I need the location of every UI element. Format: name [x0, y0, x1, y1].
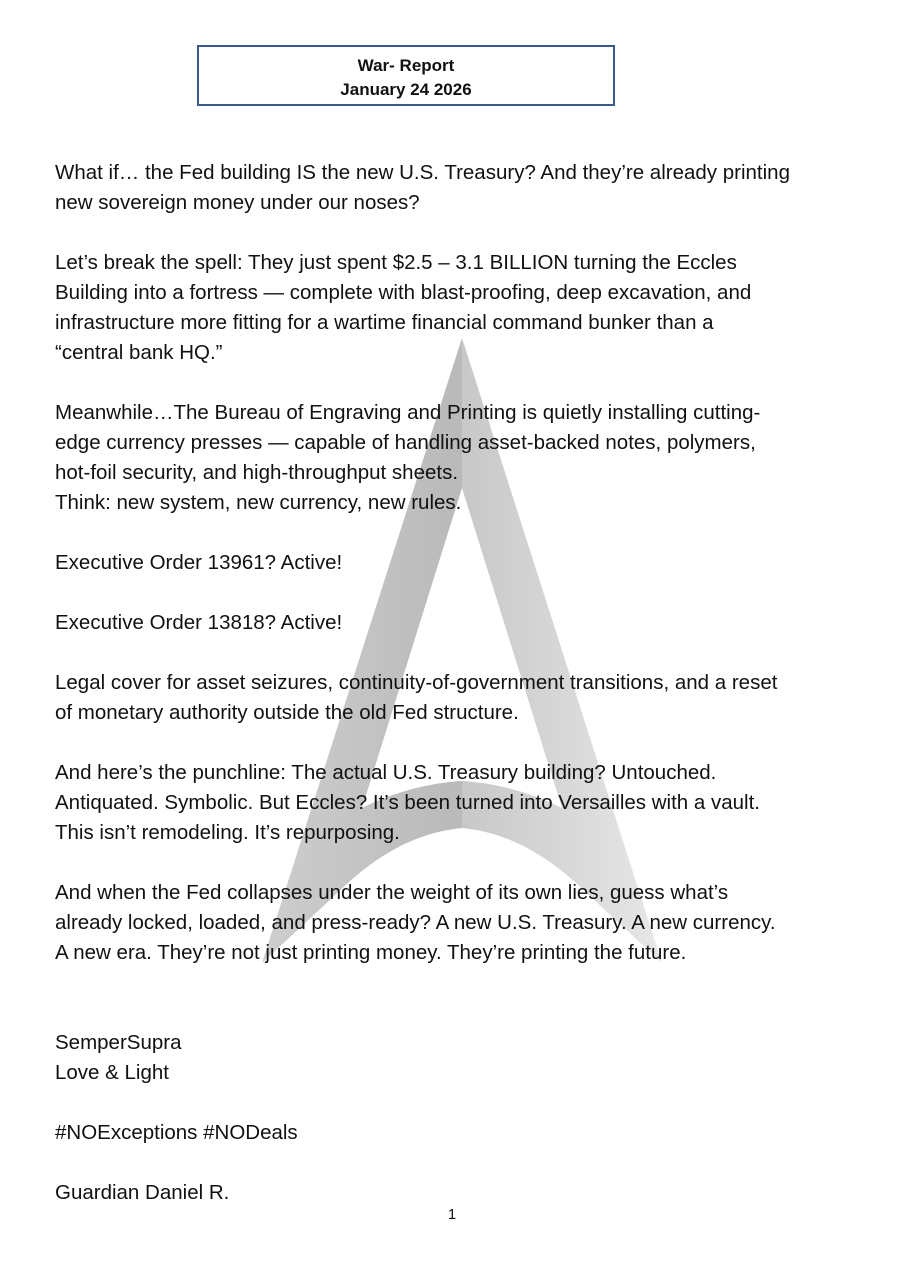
text-line: infrastructure more fitting for a wartime financial command bunker than a	[55, 311, 714, 334]
text-line: This isn’t remodeling. It’s repurposing.	[55, 821, 400, 844]
text-line: Let’s break the spell: They just spent $2.5 – 3.1 BILLION turning the Eccles	[55, 251, 737, 274]
text-line: “central bank HQ.”	[55, 341, 223, 364]
signoff	[55, 1028, 855, 1088]
text-line: new sovereign money under our noses?	[55, 191, 420, 214]
hashtags	[55, 1118, 855, 1148]
text-line: edge currency presses — capable of handling asset-backed notes, polymers,	[55, 431, 756, 454]
paragraph-1	[55, 158, 855, 218]
text-line: already locked, loaded, and press-ready? A new U.S. Treasury. A new currency.	[55, 911, 776, 934]
text-line: hot-foil security, and high-throughput sheets.	[55, 461, 459, 484]
text-line: What if… the Fed building IS the new U.S. Treasury? And they’re already printing	[55, 161, 790, 184]
report-title: War- Report	[357, 56, 455, 75]
report-header-box	[197, 45, 615, 106]
report-body	[55, 158, 855, 1208]
paragraph-5	[55, 608, 855, 638]
text-line: Building into a fortress — complete with blast-proofing, deep excavation, and	[55, 281, 752, 304]
text-line: A new era. They’re not just printing money. They’re printing the future.	[55, 941, 687, 964]
hashtags-text: #NOExceptions #NODeals	[55, 1121, 298, 1144]
paragraph-3	[55, 398, 855, 518]
signoff-closing: Love & Light	[55, 1061, 169, 1084]
text-line: Antiquated. Symbolic. But Eccles? It’s been turned into Versailles with a vault.	[55, 791, 760, 814]
text-line: And here’s the punchline: The actual U.S. Treasury building? Untouched.	[55, 761, 717, 784]
paragraph-8	[55, 878, 855, 968]
page-number: 1	[447, 1206, 457, 1223]
text-line: of monetary authority outside the old Fed structure.	[55, 701, 519, 724]
paragraph-7	[55, 758, 855, 848]
text-line: Meanwhile…The Bureau of Engraving and Printing is quietly installing cutting-	[55, 401, 761, 424]
text-line: And when the Fed collapses under the weight of its own lies, guess what’s	[55, 881, 729, 904]
paragraph-2	[55, 248, 855, 368]
text-line: Executive Order 13818? Active!	[55, 611, 343, 634]
text-line: Executive Order 13961? Active!	[55, 551, 343, 574]
report-date: January 24 2026	[340, 80, 472, 99]
paragraph-6	[55, 668, 855, 728]
author	[55, 1178, 855, 1208]
author-name: Guardian Daniel R.	[55, 1181, 230, 1204]
text-line: Think: new system, new currency, new rules.	[55, 491, 462, 514]
text-line: Legal cover for asset seizures, continuity-of-government transitions, and a reset	[55, 671, 778, 694]
signoff-name: SemperSupra	[55, 1031, 182, 1054]
paragraph-4	[55, 548, 855, 578]
